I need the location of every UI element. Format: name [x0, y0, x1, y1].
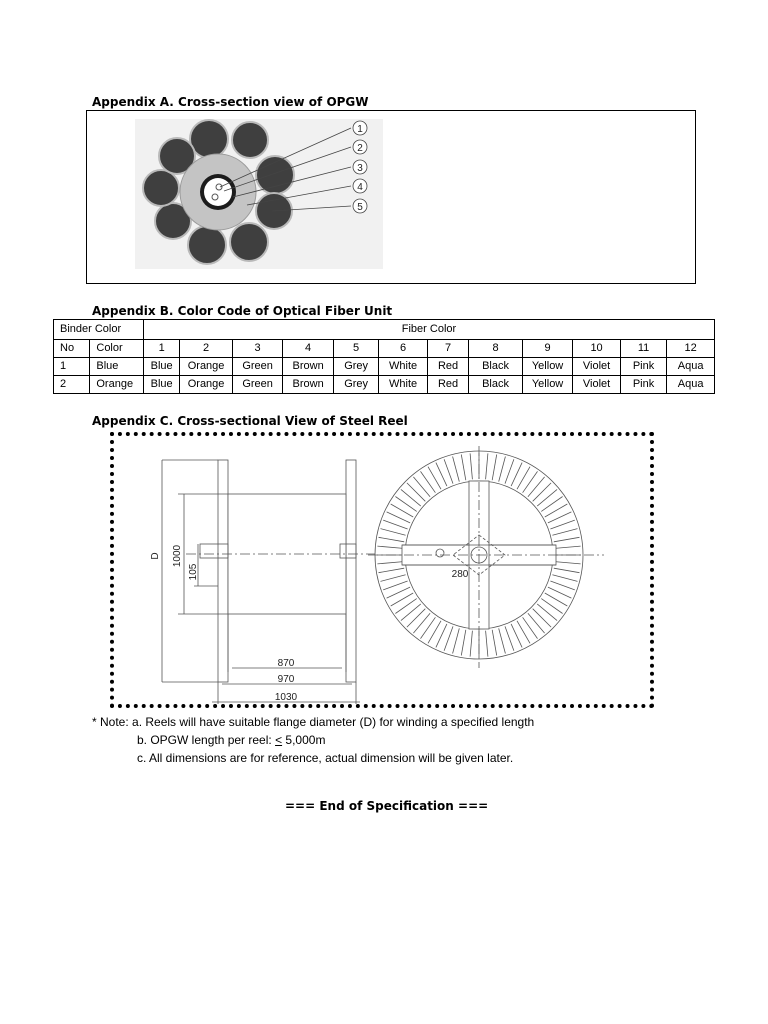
table-subheader-row: [54, 340, 715, 358]
table-header-row: [54, 320, 715, 340]
fiber-number: 11: [620, 340, 666, 358]
note-b-prefix: b. OPGW length per reel:: [137, 733, 276, 747]
header-no: No: [54, 340, 90, 358]
opgw-cross-section-diagram: [87, 111, 695, 283]
fiber-color-cell: Aqua: [667, 358, 715, 376]
fiber-number: 5: [333, 340, 378, 358]
fiber-color-cell: Brown: [283, 376, 334, 394]
fiber-color-cell: Green: [232, 376, 283, 394]
note-b: [137, 733, 325, 747]
binder-color: Blue: [90, 358, 144, 376]
fiber-color-cell: Red: [427, 358, 468, 376]
fiber-number: 3: [232, 340, 283, 358]
row-no: 1: [54, 358, 90, 376]
dim-label-870: 870: [277, 658, 295, 669]
fiber-color-cell: Grey: [333, 376, 378, 394]
note-c: c. All dimensions are for reference, actual dimension will be given later.: [137, 751, 514, 765]
fiber-color-cell: Grey: [333, 358, 378, 376]
dim-label-d: D: [150, 552, 161, 560]
header-fiber-color: Fiber Color: [143, 320, 714, 340]
steel-reel-diagram: [114, 436, 650, 704]
appendix-c-title: Appendix C. Cross-sectional View of Steel Reel: [92, 414, 408, 428]
fiber-number: 10: [573, 340, 620, 358]
dim-label-280: 280: [451, 569, 469, 580]
fiber-color-cell: Orange: [180, 358, 233, 376]
fiber-number: 2: [180, 340, 233, 358]
fiber-color-cell: Blue: [143, 358, 179, 376]
fiber-number: 4: [283, 340, 334, 358]
callout-4-label: 4: [357, 182, 363, 193]
dim-label-1000: 1000: [172, 544, 183, 568]
header-color: Color: [90, 340, 144, 358]
fiber-color-cell: Brown: [283, 358, 334, 376]
binder-color: Orange: [90, 376, 144, 394]
note-a: * Note: a. Reels will have suitable flange diameter (D) for winding a specified length: [92, 715, 535, 729]
dim-label-105: 105: [188, 563, 199, 581]
fiber-number: 12: [667, 340, 715, 358]
fiber-color-cell: Yellow: [522, 358, 573, 376]
dim-label-970: 970: [277, 674, 295, 685]
fiber-color-cell: Blue: [143, 376, 179, 394]
fiber-color-cell: Orange: [180, 376, 233, 394]
fiber-color-cell: Pink: [620, 358, 666, 376]
fiber-color-cell: White: [379, 376, 428, 394]
fiber-color-cell: Violet: [573, 358, 620, 376]
fiber-color-cell: Green: [232, 358, 283, 376]
callout-5-label: 5: [357, 202, 363, 213]
table-row: [54, 376, 715, 394]
row-no: 2: [54, 376, 90, 394]
note-b-symbol: <: [275, 733, 283, 747]
fiber-color-cell: White: [379, 358, 428, 376]
fiber-color-cell: Black: [469, 376, 523, 394]
fiber-color-cell: Pink: [620, 376, 666, 394]
fiber-number: 9: [522, 340, 573, 358]
callout-1-label: 1: [357, 124, 363, 135]
fiber-color-cell: Red: [427, 376, 468, 394]
fiber-number: 6: [379, 340, 428, 358]
table-row: [54, 358, 715, 376]
fiber-color-cell: Violet: [573, 376, 620, 394]
fiber-color-table: [53, 319, 715, 394]
callout-2-label: 2: [357, 143, 363, 154]
fiber-color-cell: Yellow: [522, 376, 573, 394]
appendix-a-title: Appendix A. Cross-section view of OPGW: [92, 95, 369, 109]
dim-label-1030: 1030: [274, 692, 298, 703]
opgw-cross-section-frame: [86, 110, 696, 284]
fiber-number: 1: [143, 340, 179, 358]
end-of-specification: === End of Specification ===: [285, 799, 489, 813]
fiber-color-cell: Aqua: [667, 376, 715, 394]
fiber-color-cell: Black: [469, 358, 523, 376]
callout-3-label: 3: [357, 163, 363, 174]
fiber-number: 8: [469, 340, 523, 358]
appendix-b-title: Appendix B. Color Code of Optical Fiber Unit: [92, 304, 393, 318]
header-binder-color: Binder Color: [54, 320, 144, 340]
fiber-number: 7: [427, 340, 468, 358]
note-b-suffix: 5,000m: [282, 733, 326, 747]
